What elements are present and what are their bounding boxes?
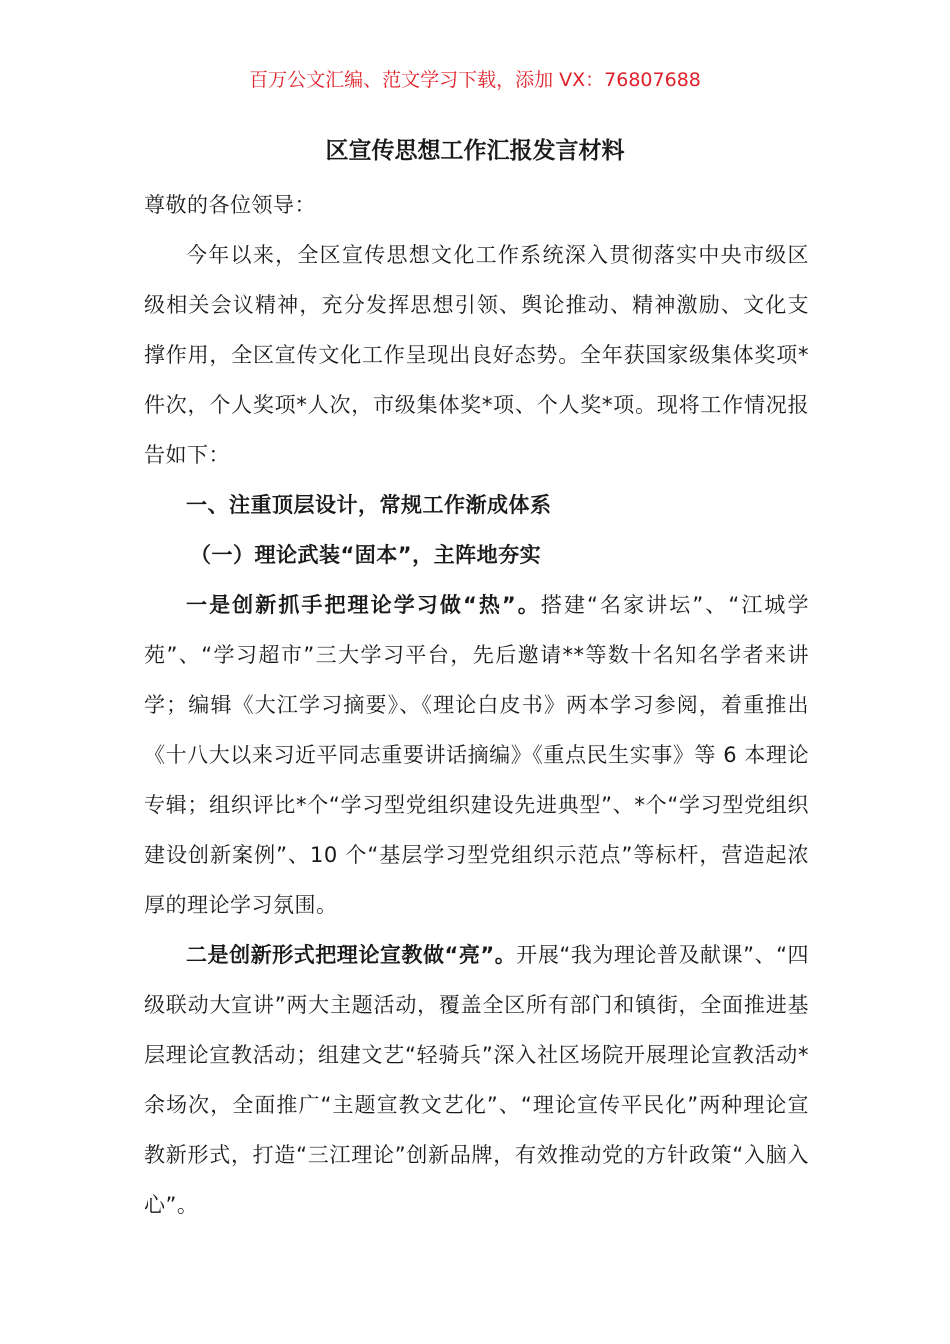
salutation: 尊敬的各位领导： bbox=[144, 193, 316, 217]
subsection-heading-1: （一）理论武装“固本”，主阵地夯实 bbox=[190, 543, 542, 567]
paragraph-lead-1: 一是创新抓手把理论学习做“热”。 bbox=[186, 593, 541, 617]
paragraph-text-2: 开展“我为理论普及献课”、“四级联动大宣讲”两大主题活动，覆盖全区所有部门和镇街，全面推进基层理论宣教活动；组建文艺“轻骑兵”深入社区场院开展理论宣教活动*余场次，全面推广“主题宣教文艺化”、“理论宣传平民化”两种理论宣教新形式，打造“三江理论”创新品牌，有效推动党的方针政策“入脑入心”。 bbox=[144, 943, 810, 1217]
section-heading-1: 一、注重顶层设计，常规工作渐成体系 bbox=[186, 493, 552, 517]
promo-header-note: 百万公文汇编、范文学习下载，添加 VX：76807688 bbox=[249, 69, 701, 91]
paragraph-theory-education bbox=[144, 930, 809, 1230]
paragraph-lead-2: 二是创新形式把理论宣教做“亮”。 bbox=[186, 943, 517, 967]
document-body bbox=[144, 180, 809, 1230]
document-title: 区宣传思想工作汇报发言材料 bbox=[325, 138, 625, 164]
paragraph-theory-study bbox=[144, 580, 809, 930]
intro-paragraph: 今年以来，全区宣传思想文化工作系统深入贯彻落实中央市级区级相关会议精神，充分发挥思想引领、舆论推动、精神激励、文化支撑作用，全区宣传文化工作呈现出良好态势。全年获国家级集体奖项*件次，个人奖项*人次，市级集体奖*项、个人奖*项。现将工作情况报告如下： bbox=[144, 243, 809, 467]
paragraph-text-1: 搭建“名家讲坛”、“江城学苑”、“学习超市”三大学习平台，先后邀请**等数十名知名学者来讲学；编辑《大江学习摘要》、《理论白皮书》两本学习参阅，着重推出《十八大以来习近平同志重要讲话摘编》《重点民生实事》等 6 本理论专辑；组织评比*个“学习型党组织建设先进典型”、*个“学习型党组织建设创新案例”、10 个“基层学习型党组织示范点”等标杆，营造起浓厚的理论学习氛围。 bbox=[144, 593, 809, 917]
